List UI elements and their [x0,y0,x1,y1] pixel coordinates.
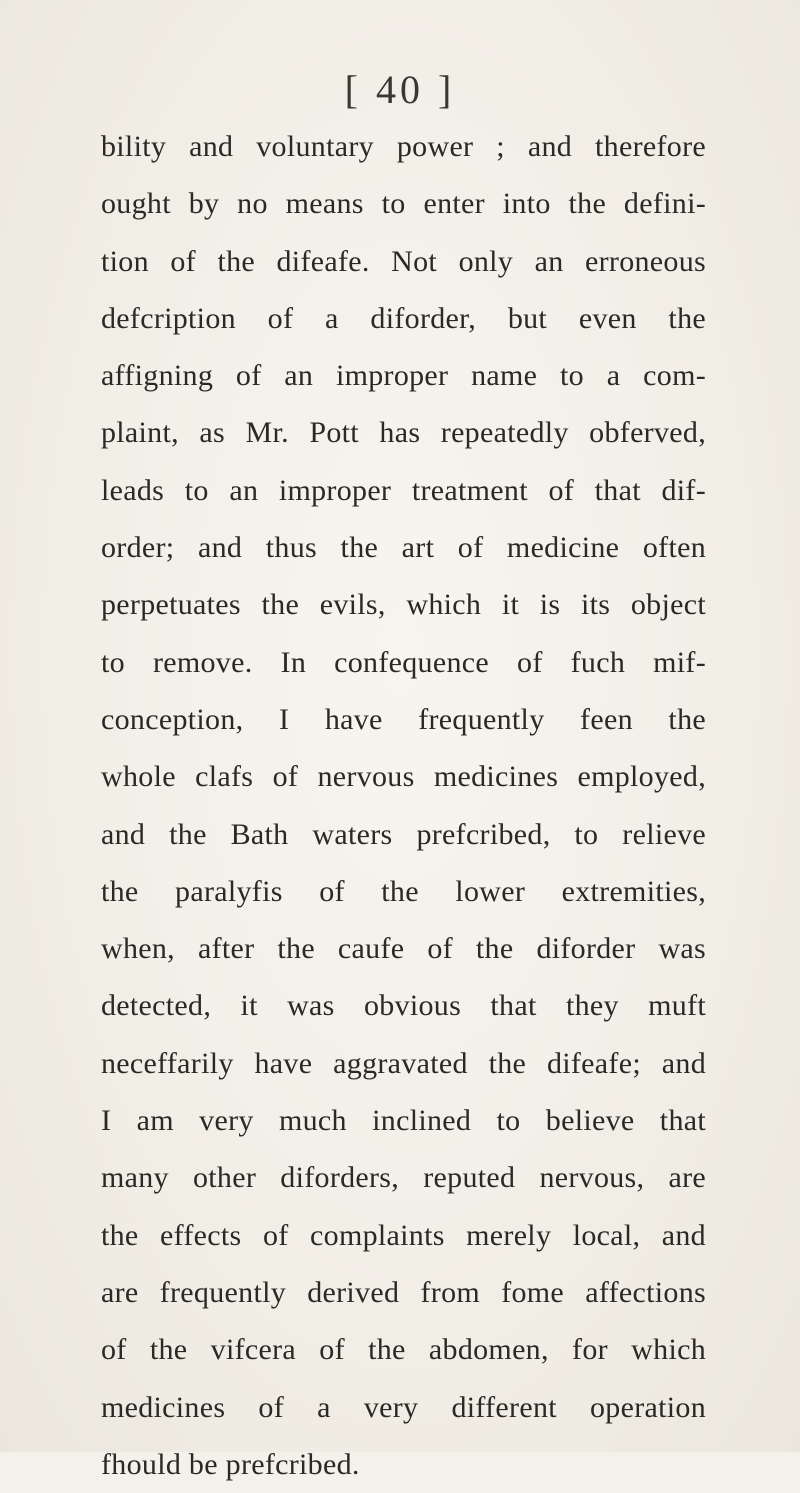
text-line: the effects of complaints merely local, and [101,1218,706,1252]
text-line: many other diforders, reputed nervous, are [101,1161,706,1195]
text-line: defcription of a diforder, but even the [101,301,706,335]
text-line: neceffarily have aggravated the difeafe; and [101,1046,706,1080]
text-line: are frequently derived from fome affections [101,1275,706,1309]
text-line: fhould be prefcribed. [101,1447,360,1481]
text-line: I am very much inclined to believe that [101,1104,706,1138]
text-line: detected, it was obvious that they muft [101,989,706,1023]
text-line: ought by no means to enter into the defini- [101,187,706,221]
text-line: of the vifcera of the abdomen, for which [101,1333,706,1367]
text-line: plaint, as Mr. Pott has repeatedly obferved, [101,416,706,450]
text-line: conception, I have frequently feen the [101,702,706,736]
text-line: bility and voluntary power ; and therefore [101,130,706,163]
text-line: perpetuates the evils, which it is its object [101,588,706,622]
page-number-header: [ 40 ] [344,67,456,112]
text-line: tion of the difeafe. Not only an erroneous [101,244,706,278]
text-line: leads to an improper treatment of that dif- [101,473,706,507]
text-line: to remove. In confequence of fuch mif- [101,645,706,679]
body-paragraph [101,118,706,1493]
text-line: whole clafs of nervous medicines employed, [101,760,706,794]
text-line: the paralyfis of the lower extremities, [101,874,706,908]
text-line: medicines of a very different operation [101,1390,706,1424]
text-line: and the Bath waters prefcribed, to relieve [101,817,706,851]
text-line: when, after the caufe of the diforder was [101,932,706,966]
text-line: affigning of an improper name to a com- [101,359,706,393]
text-line: order; and thus the art of medicine often [101,531,706,565]
